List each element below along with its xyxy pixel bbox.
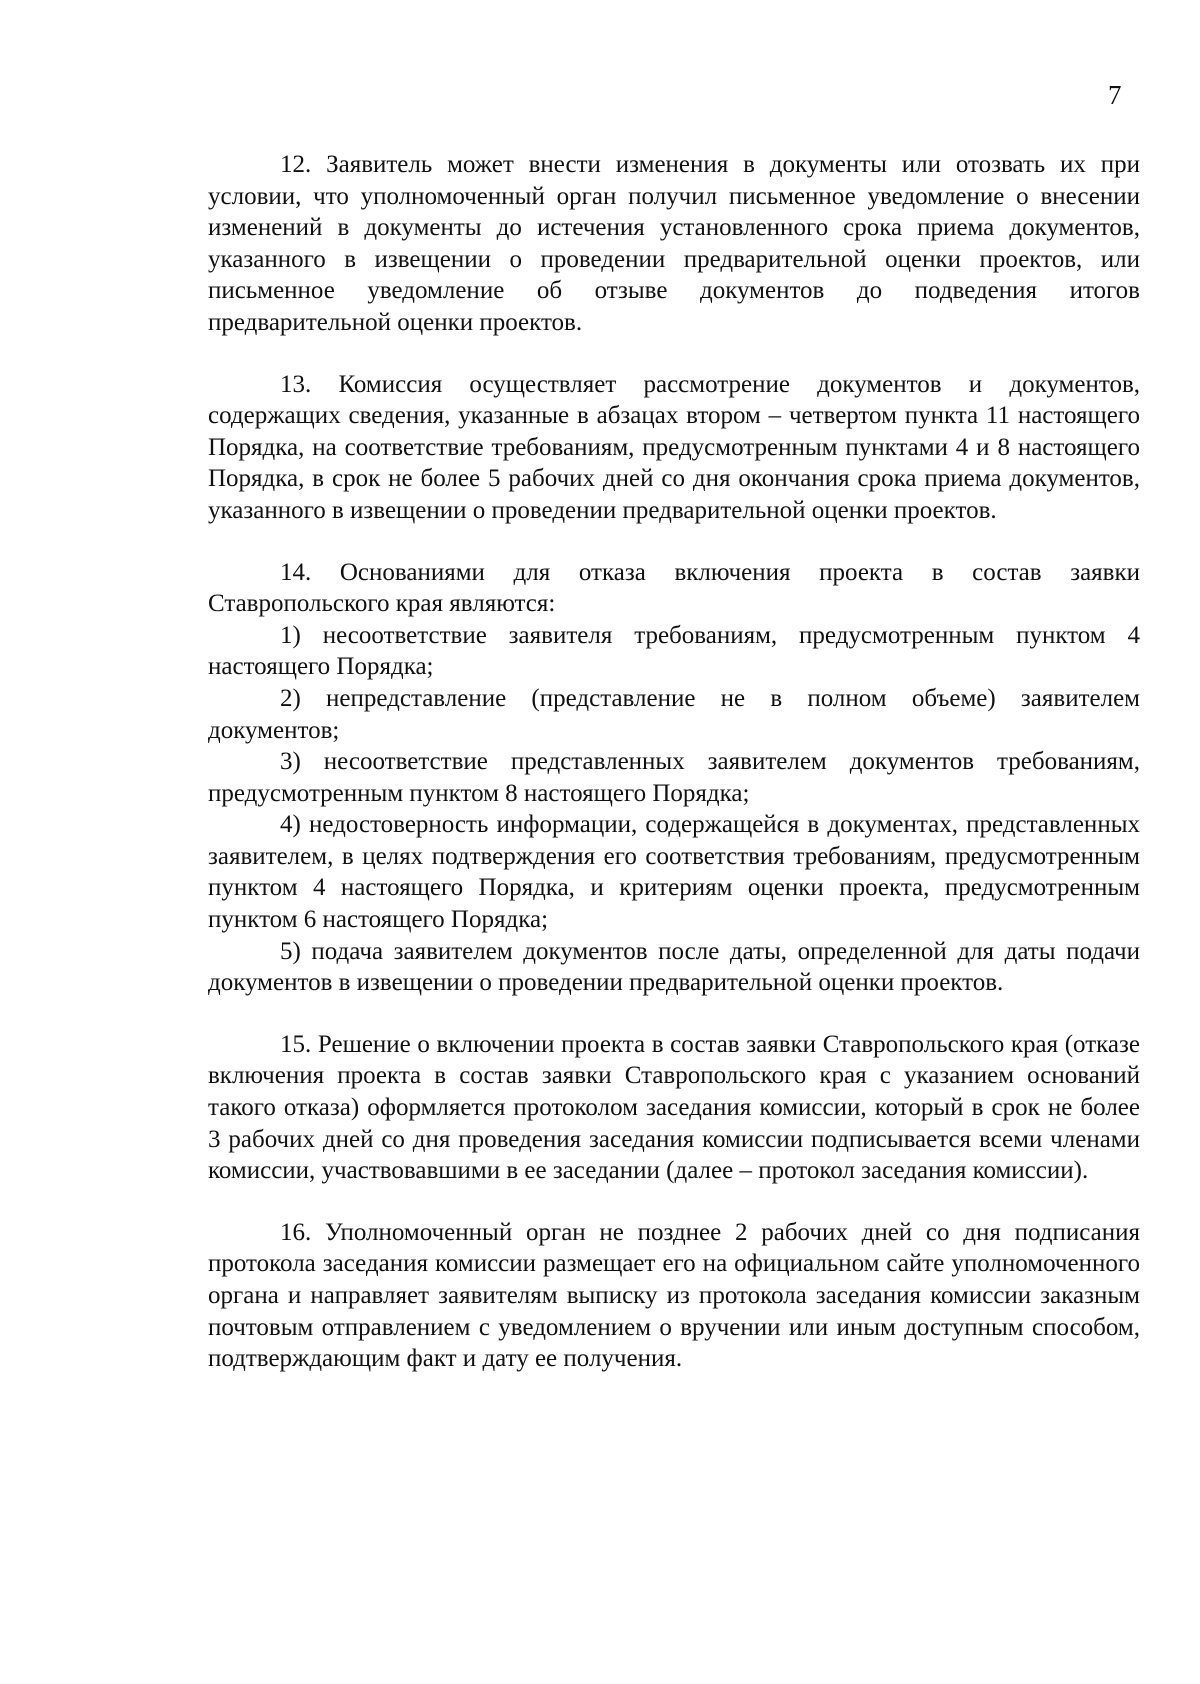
paragraph-13: 13. Комиссия осуществляет рассмотрение документов и документов, содержащих сведения, указанные в абзацах втором – четвертом пункта 11 настоящего Порядка, на соответствие требованиям, предусмотренным пунктами 4 и 8 настоящего Порядка, в срок не более 5 рабочих дней со дня окончания срока приема документов, указанного в извещении о проведении предварительной оценки проектов. bbox=[208, 370, 1140, 524]
paragraph-14-item-4: 4) недостоверность информации, содержащейся в документах, представленных заявителем, в целях подтверждения его соответствия требованиям, предусмотренным пунктом 4 настоящего Порядка, и критериям оценки проекта, предусмотренным пунктом 6 настоящего Порядка; bbox=[208, 811, 1140, 934]
paragraph-14-item-2: 2) непредставление (представление не в полном объеме) заявителем документов; bbox=[208, 684, 1140, 744]
paragraph-14-item-5: 5) подача заявителем документов после даты, определенной для даты подачи документов в извещении о проведении предварительной оценки проектов. bbox=[208, 937, 1140, 997]
paragraph-15: 15. Решение о включении проекта в состав заявки Ставропольского края (отказе включения проекта в состав заявки Ставропольского края с указанием оснований такого отказа) оформляется протоколом заседания комиссии, который в срок не более 3 рабочих дней со дня проведения заседания комиссии подписывается всеми членами комиссии, участвовавшими в ее заседании (далее – протокол заседания комиссии). bbox=[208, 1030, 1140, 1185]
paragraph-14-item-3: 3) несоответствие представленных заявителем документов требованиям, предусмотренным пунктом 8 настоящего Порядка; bbox=[208, 748, 1140, 807]
paragraph-12: 12. Заявитель может внести изменения в документы или отозвать их при условии, что уполномоченный орган получил письменное уведомление о внесении изменений в документы до истечения установленного срока приема документов, указанного в извещении о проведении предварительной оценки проектов, или письменное уведомление об отзыве документов до подведения итогов предварительной оценки проектов. bbox=[208, 151, 1140, 336]
paragraph-16: 16. Уполномоченный орган не позднее 2 рабочих дней со дня подписания протокола заседания комиссии размещает его на официальном сайте уполномоченного органа и направляет заявителям выписку из протокола заседания комиссии заказным почтовым отправлением с уведомлением о вручении или иным доступным способом, подтверждающим факт и дату ее получения. bbox=[208, 1218, 1140, 1373]
page-number: 7 bbox=[1108, 80, 1122, 110]
paragraph-14: 14. Основаниями для отказа включения проекта в состав заявки Ставропольского края являются: bbox=[208, 558, 1140, 618]
document-body bbox=[208, 149, 1140, 1375]
paragraph-14-item-1: 1) несоответствие заявителя требованиям, предусмотренным пунктом 4 настоящего Порядка; bbox=[208, 621, 1140, 681]
